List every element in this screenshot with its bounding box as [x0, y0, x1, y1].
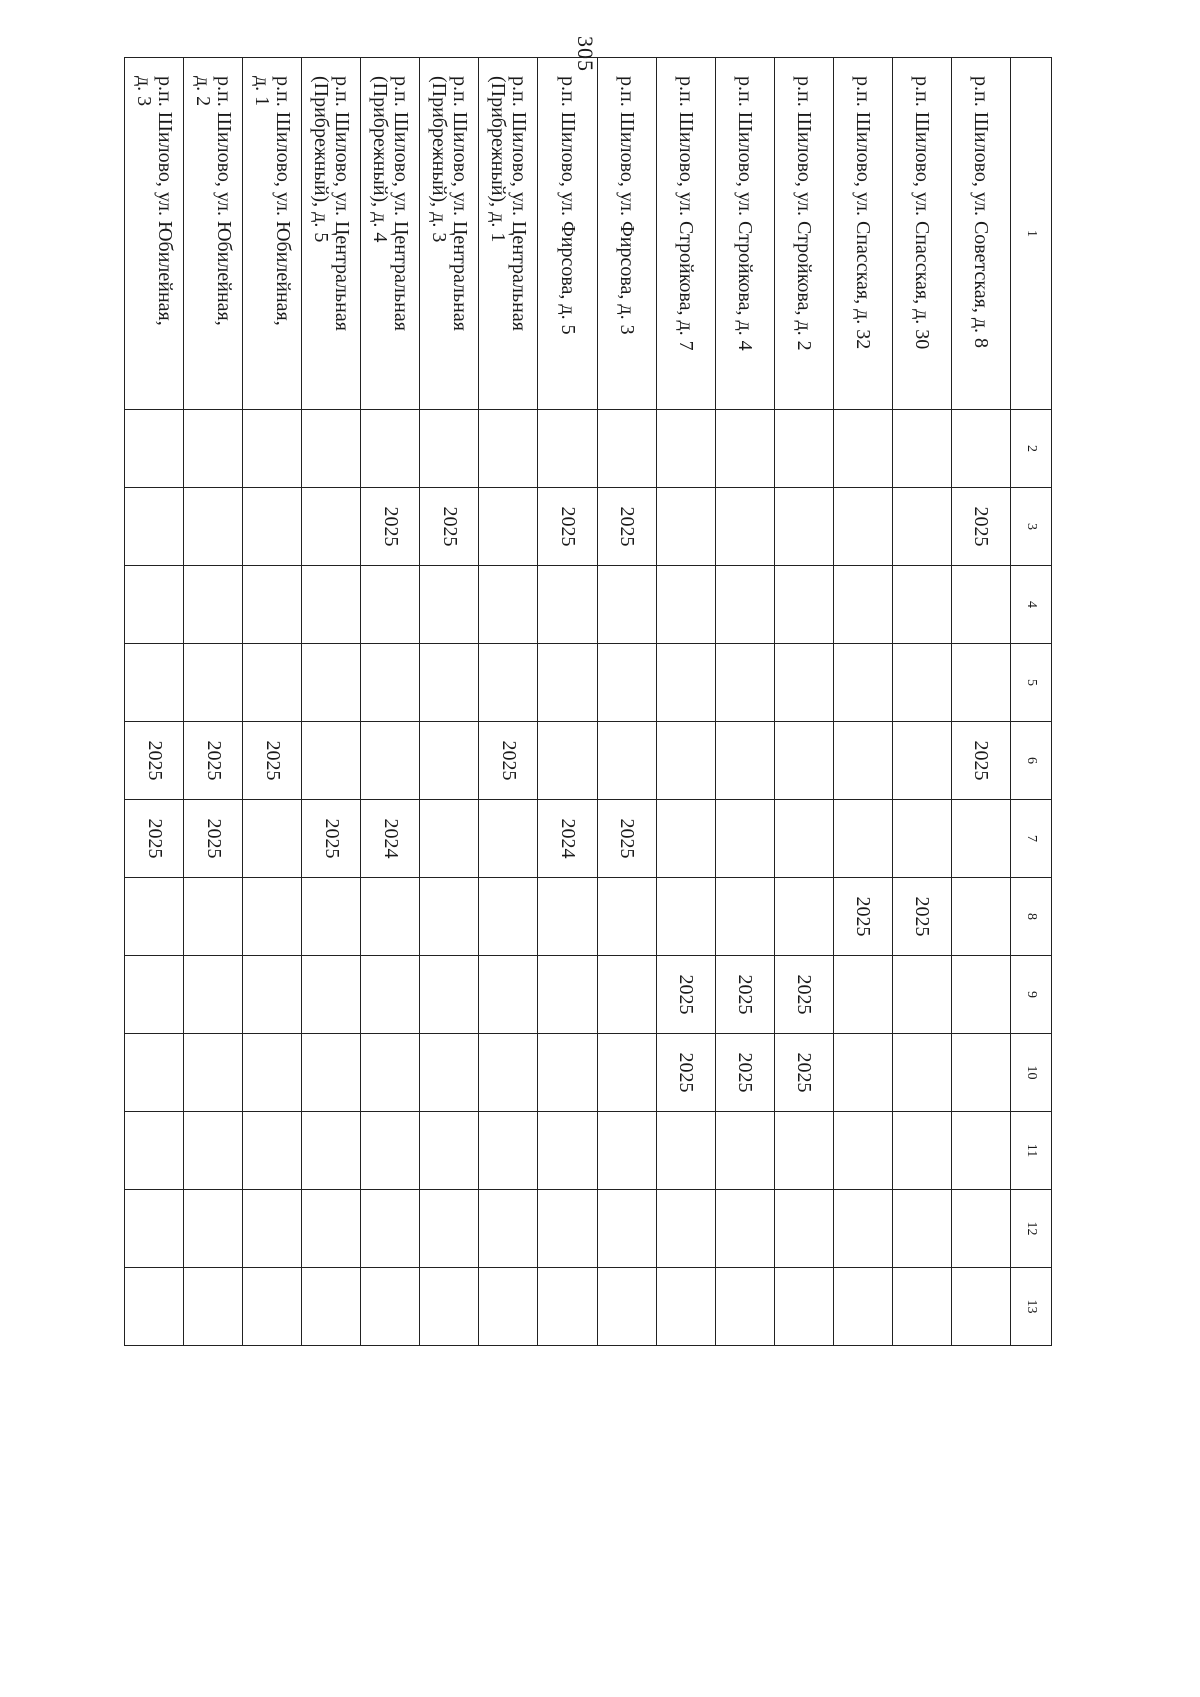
year-cell: [951, 1268, 1010, 1346]
year-cell: [715, 722, 774, 800]
year-cell: [951, 1034, 1010, 1112]
table-row: [361, 58, 420, 1346]
year-cell: [184, 1112, 243, 1190]
year-cell: [538, 1190, 597, 1268]
year-cell: [361, 566, 420, 644]
year-cell: [243, 800, 302, 878]
year-cell: [420, 1190, 479, 1268]
year-cell: [243, 956, 302, 1034]
address-cell: р.п. Шилово, ул. Центральная (Прибрежный), д. 5: [302, 58, 361, 410]
year-cell: [833, 410, 892, 488]
year-cell: [125, 410, 184, 488]
year-cell: [184, 1190, 243, 1268]
year-cell: [302, 1190, 361, 1268]
table-row: [243, 58, 302, 1346]
year-cell: [892, 800, 951, 878]
year-cell: [538, 410, 597, 488]
column-number: 1: [1010, 58, 1051, 410]
year-cell: [951, 956, 1010, 1034]
year-cell: [656, 566, 715, 644]
year-cell: [243, 1268, 302, 1346]
year-cell: [243, 1034, 302, 1112]
year-cell: [243, 1190, 302, 1268]
year-cell: [479, 566, 538, 644]
column-number: 7: [1010, 800, 1051, 878]
year-cell: 2025: [184, 722, 243, 800]
year-cell: [420, 722, 479, 800]
year-cell: [479, 1268, 538, 1346]
year-cell: [302, 488, 361, 566]
year-cell: [538, 1034, 597, 1112]
table-row: [302, 58, 361, 1346]
table-row: [951, 58, 1010, 1346]
year-cell: [538, 956, 597, 1034]
year-cell: [774, 722, 833, 800]
year-cell: [892, 1112, 951, 1190]
year-cell: [361, 956, 420, 1034]
table-row: [656, 58, 715, 1346]
year-cell: [302, 1268, 361, 1346]
year-cell: [243, 878, 302, 956]
year-cell: [125, 566, 184, 644]
year-cell: [774, 410, 833, 488]
year-cell: [420, 878, 479, 956]
year-cell: 2025: [774, 1034, 833, 1112]
year-cell: [184, 878, 243, 956]
year-cell: [892, 1190, 951, 1268]
year-cell: [361, 1112, 420, 1190]
year-cell: 2025: [125, 722, 184, 800]
table-row: [420, 58, 479, 1346]
year-cell: [302, 644, 361, 722]
year-cell: [774, 1190, 833, 1268]
year-cell: [184, 566, 243, 644]
column-number: 12: [1010, 1190, 1051, 1268]
year-cell: [774, 1112, 833, 1190]
year-cell: [833, 488, 892, 566]
year-cell: [774, 488, 833, 566]
table-row: [715, 58, 774, 1346]
year-cell: 2025: [597, 488, 656, 566]
year-cell: [243, 410, 302, 488]
year-cell: [125, 644, 184, 722]
year-cell: [538, 566, 597, 644]
year-cell: [715, 878, 774, 956]
year-cell: [715, 644, 774, 722]
year-cell: [715, 566, 774, 644]
year-cell: 2025: [715, 956, 774, 1034]
address-cell: р.п. Шилово, ул. Центральная (Прибрежный), д. 1: [479, 58, 538, 410]
year-cell: [892, 1034, 951, 1112]
year-cell: [184, 1034, 243, 1112]
header-row: [1010, 58, 1051, 1346]
year-cell: [892, 566, 951, 644]
year-cell: [420, 956, 479, 1034]
year-cell: [833, 1034, 892, 1112]
table-row: [479, 58, 538, 1346]
year-cell: [243, 1112, 302, 1190]
year-cell: [302, 878, 361, 956]
address-cell: р.п. Шилово, ул. Стройкова, д. 4: [715, 58, 774, 410]
year-cell: [184, 410, 243, 488]
year-cell: [951, 410, 1010, 488]
year-cell: [125, 488, 184, 566]
column-number: 5: [1010, 644, 1051, 722]
table-row: [184, 58, 243, 1346]
year-cell: [538, 878, 597, 956]
year-cell: [420, 644, 479, 722]
year-cell: [951, 1190, 1010, 1268]
year-cell: [538, 1112, 597, 1190]
year-cell: [125, 1034, 184, 1112]
year-cell: [479, 800, 538, 878]
year-cell: [479, 878, 538, 956]
year-cell: [361, 722, 420, 800]
year-cell: [774, 878, 833, 956]
year-cell: [656, 800, 715, 878]
year-cell: [597, 956, 656, 1034]
year-cell: 2025: [656, 956, 715, 1034]
year-cell: 2025: [420, 488, 479, 566]
year-cell: [715, 410, 774, 488]
table-row: [892, 58, 951, 1346]
address-cell: р.п. Шилово, ул. Стройкова, д. 2: [774, 58, 833, 410]
year-cell: [892, 410, 951, 488]
year-cell: [892, 1268, 951, 1346]
page-number: 305: [573, 36, 598, 72]
year-cell: [597, 566, 656, 644]
year-cell: [833, 956, 892, 1034]
column-number: 8: [1010, 878, 1051, 956]
year-cell: [833, 644, 892, 722]
table-row: [774, 58, 833, 1346]
year-cell: [302, 1034, 361, 1112]
year-cell: [951, 878, 1010, 956]
year-cell: [184, 644, 243, 722]
year-cell: 2025: [243, 722, 302, 800]
year-cell: [656, 488, 715, 566]
address-cell: р.п. Шилово, ул. Спасская, д. 32: [833, 58, 892, 410]
year-cell: [597, 1112, 656, 1190]
address-cell: р.п. Шилово, ул. Центральная (Прибрежный), д. 4: [361, 58, 420, 410]
year-cell: [774, 566, 833, 644]
year-cell: [302, 1112, 361, 1190]
year-cell: [656, 644, 715, 722]
year-cell: [656, 878, 715, 956]
column-number: 13: [1010, 1268, 1051, 1346]
year-cell: [833, 566, 892, 644]
year-cell: [538, 1268, 597, 1346]
year-cell: [125, 1190, 184, 1268]
year-cell: [656, 1268, 715, 1346]
year-cell: [361, 410, 420, 488]
year-cell: [361, 1268, 420, 1346]
year-cell: [951, 566, 1010, 644]
year-cell: [833, 800, 892, 878]
year-cell: [892, 488, 951, 566]
year-cell: [892, 644, 951, 722]
year-cell: 2025: [715, 1034, 774, 1112]
address-cell: р.п. Шилово, ул. Юбилейная, д. 1: [243, 58, 302, 410]
year-cell: [951, 800, 1010, 878]
year-cell: [479, 1034, 538, 1112]
year-cell: [833, 1268, 892, 1346]
year-cell: [420, 410, 479, 488]
year-cell: [361, 644, 420, 722]
year-cell: [479, 956, 538, 1034]
column-number: 9: [1010, 956, 1051, 1034]
year-cell: [656, 410, 715, 488]
year-cell: [361, 1190, 420, 1268]
table-row: [125, 58, 184, 1346]
year-cell: [892, 722, 951, 800]
rotated-page: [124, 57, 1052, 1314]
year-cell: [951, 1112, 1010, 1190]
year-cell: [597, 722, 656, 800]
year-cell: [774, 1268, 833, 1346]
year-cell: [538, 644, 597, 722]
year-cell: 2025: [833, 878, 892, 956]
column-number: 11: [1010, 1112, 1051, 1190]
address-cell: р.п. Шилово, ул. Юбилейная, д. 2: [184, 58, 243, 410]
year-cell: 2025: [951, 488, 1010, 566]
year-cell: 2025: [951, 722, 1010, 800]
year-cell: 2025: [597, 800, 656, 878]
year-cell: [833, 1190, 892, 1268]
year-cell: 2025: [125, 800, 184, 878]
column-number: 3: [1010, 488, 1051, 566]
year-cell: [715, 800, 774, 878]
year-cell: [479, 1112, 538, 1190]
year-cell: [715, 1190, 774, 1268]
year-cell: [597, 410, 656, 488]
year-cell: 2025: [479, 722, 538, 800]
column-number: 2: [1010, 410, 1051, 488]
year-cell: [774, 800, 833, 878]
year-cell: 2025: [892, 878, 951, 956]
column-number: 4: [1010, 566, 1051, 644]
year-cell: 2025: [361, 488, 420, 566]
year-cell: 2024: [538, 800, 597, 878]
year-cell: [597, 1190, 656, 1268]
address-cell: р.п. Шилово, ул. Советская, д. 8: [951, 58, 1010, 410]
table-row: [538, 58, 597, 1346]
address-cell: р.п. Шилово, ул. Фирсова, д. 5: [538, 58, 597, 410]
year-cell: [243, 644, 302, 722]
column-number: 6: [1010, 722, 1051, 800]
year-cell: [656, 1112, 715, 1190]
year-cell: [715, 1112, 774, 1190]
year-cell: 2025: [538, 488, 597, 566]
year-cell: [302, 722, 361, 800]
year-cell: 2024: [361, 800, 420, 878]
table-row: [833, 58, 892, 1346]
year-cell: 2025: [774, 956, 833, 1034]
year-cell: [302, 956, 361, 1034]
year-cell: [833, 1112, 892, 1190]
year-cell: [774, 644, 833, 722]
table-row: [597, 58, 656, 1346]
year-cell: [597, 1034, 656, 1112]
year-cell: [361, 878, 420, 956]
year-cell: [184, 488, 243, 566]
year-cell: [479, 488, 538, 566]
year-cell: 2025: [656, 1034, 715, 1112]
address-cell: р.п. Шилово, ул. Центральная (Прибрежный), д. 3: [420, 58, 479, 410]
year-cell: [479, 1190, 538, 1268]
column-number: 10: [1010, 1034, 1051, 1112]
year-cell: [302, 410, 361, 488]
year-cell: [715, 488, 774, 566]
address-cell: р.п. Шилово, ул. Фирсова, д. 3: [597, 58, 656, 410]
year-cell: [479, 644, 538, 722]
year-cell: [597, 878, 656, 956]
year-cell: [538, 722, 597, 800]
year-cell: [125, 1112, 184, 1190]
year-cell: [302, 566, 361, 644]
year-cell: [420, 1268, 479, 1346]
year-cell: [125, 878, 184, 956]
year-cell: [243, 566, 302, 644]
year-cell: [656, 722, 715, 800]
year-cell: [420, 800, 479, 878]
year-cell: [184, 1268, 243, 1346]
year-cell: [833, 722, 892, 800]
year-cell: [361, 1034, 420, 1112]
address-cell: р.п. Шилово, ул. Юбилейная, д. 3: [125, 58, 184, 410]
year-cell: [184, 956, 243, 1034]
year-cell: [892, 956, 951, 1034]
year-cell: [479, 410, 538, 488]
year-cell: 2025: [302, 800, 361, 878]
year-cell: [125, 956, 184, 1034]
address-cell: р.п. Шилово, ул. Спасская, д. 30: [892, 58, 951, 410]
year-cell: 2025: [184, 800, 243, 878]
year-cell: [125, 1268, 184, 1346]
schedule-table: [124, 57, 1052, 1346]
year-cell: [420, 1112, 479, 1190]
address-cell: р.п. Шилово, ул. Стройкова, д. 7: [656, 58, 715, 410]
year-cell: [420, 566, 479, 644]
year-cell: [597, 644, 656, 722]
year-cell: [951, 644, 1010, 722]
year-cell: [715, 1268, 774, 1346]
year-cell: [597, 1268, 656, 1346]
year-cell: [656, 1190, 715, 1268]
year-cell: [243, 488, 302, 566]
year-cell: [420, 1034, 479, 1112]
